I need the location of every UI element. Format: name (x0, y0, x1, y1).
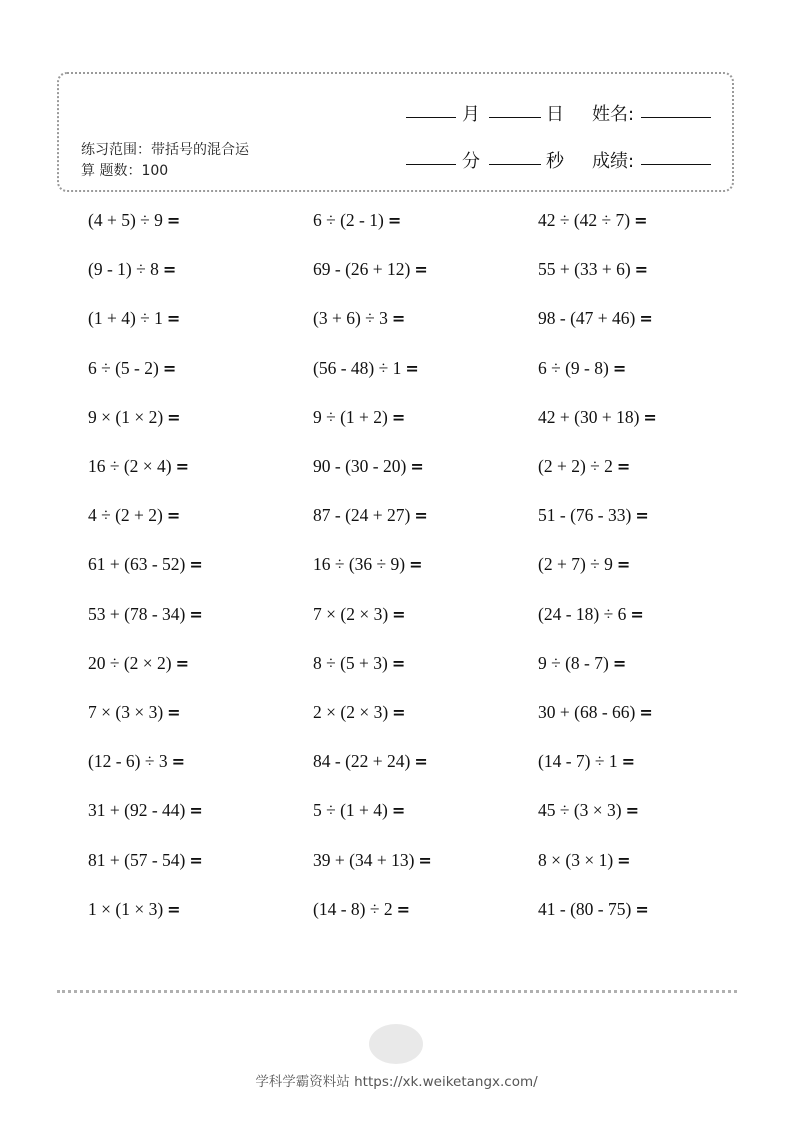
problem-item (88, 604, 203, 625)
problem-expression: 8 × (3 × 1) (538, 849, 614, 870)
equals-sign: = (634, 260, 649, 280)
problem-expression: 69 - (26 + 12) (313, 259, 411, 280)
problem-expression: 16 ÷ (2 × 4) (88, 456, 172, 476)
problem-item (88, 259, 176, 280)
problem-expression: (24 - 18) ÷ 6 (538, 603, 627, 624)
problem-item (538, 751, 635, 772)
problem-item (313, 751, 428, 772)
problem-item (538, 407, 657, 428)
problem-item (538, 210, 648, 231)
problem-item (88, 751, 185, 772)
footer-text: 学科学霸资料站 https://xk.weiketangx.com/ (255, 1074, 538, 1090)
problem-item (313, 308, 405, 329)
problem-expression: 55 + (33 + 6) (538, 259, 631, 280)
problem-item (88, 653, 189, 674)
problem-item (313, 604, 406, 625)
equals-sign: = (166, 309, 181, 329)
equals-sign: = (175, 653, 190, 673)
equals-sign: = (392, 703, 406, 722)
problem-expression: 2 × (2 × 3) (313, 702, 389, 722)
equals-sign: = (189, 801, 203, 821)
count-label: 题数：100 (99, 163, 169, 179)
equals-sign: = (635, 506, 649, 526)
problem-expression: (1 + 4) ÷ 1 (88, 308, 163, 329)
problem-expression: (14 - 8) ÷ 2 (313, 898, 393, 919)
problem-expression: 6 ÷ (9 - 8) (538, 357, 609, 378)
problem-expression: 61 + (63 - 52) (88, 554, 186, 575)
problem-item (313, 456, 424, 477)
equals-sign: = (414, 752, 428, 772)
problem-item (88, 358, 176, 379)
equals-sign: = (189, 555, 203, 575)
problem-expression: 87 - (24 + 27) (313, 505, 411, 526)
problem-item (538, 505, 649, 526)
equals-sign: = (167, 407, 181, 427)
equals-sign: = (392, 604, 406, 624)
problem-item (88, 210, 180, 231)
month-label: 月 (462, 104, 480, 125)
problem-expression: (14 - 7) ÷ 1 (538, 751, 618, 772)
problem-expression: 84 - (22 + 24) (313, 751, 411, 772)
problem-expression: 8 ÷ (5 + 3) (313, 652, 388, 673)
equals-sign: = (166, 506, 181, 526)
second-label: 秒 (546, 151, 564, 172)
name-label: 姓名: (592, 104, 635, 125)
problem-expression: 90 - (30 - 20) (313, 456, 407, 476)
equals-sign: = (175, 457, 190, 476)
problem-expression: 41 - (80 - 75) (538, 898, 632, 919)
problem-item (538, 653, 626, 674)
problem-expression: 42 ÷ (42 ÷ 7) (538, 210, 631, 230)
problem-expression: 20 ÷ (2 × 2) (88, 652, 172, 673)
range-label: 练习范围：带括号的混合运 (81, 142, 249, 158)
equals-sign: = (409, 555, 423, 575)
equals-sign: = (616, 457, 631, 476)
problem-expression: 16 ÷ (36 ÷ 9) (313, 554, 406, 575)
problem-item (538, 554, 630, 575)
equals-sign: = (635, 899, 649, 919)
problem-expression: 42 + (30 + 18) (538, 406, 640, 427)
problem-expression: 98 - (47 + 46) (538, 308, 636, 329)
equals-sign: = (391, 801, 406, 821)
problem-expression: 7 × (3 × 3) (88, 702, 164, 722)
problem-item (313, 653, 405, 674)
equals-sign: = (612, 653, 627, 673)
equals-sign: = (167, 899, 181, 919)
equals-sign: = (634, 211, 648, 230)
problem-item (313, 850, 432, 871)
problem-item (538, 702, 653, 723)
problem-expression: 9 ÷ (1 + 2) (313, 406, 388, 427)
problem-expression: (12 - 6) ÷ 3 (88, 751, 168, 772)
equals-sign: = (387, 211, 402, 230)
problem-item (538, 358, 626, 379)
problem-item (88, 899, 181, 920)
equals-sign: = (391, 407, 406, 427)
problem-expression: (3 + 6) ÷ 3 (313, 308, 388, 329)
problem-item (313, 554, 423, 575)
problem-item (88, 800, 203, 821)
equals-sign: = (162, 358, 177, 378)
problem-item (538, 850, 631, 871)
problem-expression: 45 ÷ (3 × 3) (538, 800, 622, 821)
problem-item (538, 604, 644, 625)
problem-expression: 6 ÷ (2 - 1) (313, 210, 384, 230)
problem-item (313, 800, 405, 821)
problem-item (88, 554, 203, 575)
problem-item (313, 407, 405, 428)
problem-item (88, 702, 181, 723)
problem-item (88, 850, 203, 871)
problem-expression: 9 ÷ (8 - 7) (538, 652, 609, 673)
equals-sign: = (171, 752, 185, 772)
equals-sign: = (162, 260, 177, 280)
problem-item (88, 407, 181, 428)
equals-sign: = (612, 358, 627, 378)
equals-sign: = (189, 850, 203, 870)
footer-divider (57, 990, 737, 993)
problem-expression: (2 + 2) ÷ 2 (538, 456, 613, 476)
problem-item (88, 456, 189, 477)
problem-item (313, 899, 410, 920)
equals-sign: = (166, 211, 181, 230)
equals-sign: = (630, 604, 644, 624)
problem-expression: 39 + (34 + 13) (313, 849, 415, 870)
problem-expression: (9 - 1) ÷ 8 (88, 259, 159, 280)
problem-expression: (4 + 5) ÷ 9 (88, 210, 163, 230)
equals-sign: = (396, 899, 410, 919)
equals-sign: = (418, 850, 432, 870)
problem-item (538, 899, 649, 920)
range-label-cont: 算 (81, 163, 95, 179)
problem-item (88, 505, 180, 526)
equals-sign: = (621, 752, 635, 772)
equals-sign: = (643, 407, 657, 427)
problem-item (313, 702, 406, 723)
problem-item (538, 456, 630, 477)
equals-sign: = (391, 653, 406, 673)
equals-sign: = (639, 703, 653, 722)
equals-sign: = (617, 850, 631, 870)
equals-sign: = (405, 358, 419, 378)
problem-item (538, 308, 653, 329)
score-label: 成绩: (592, 151, 635, 172)
problem-item (313, 210, 401, 231)
equals-sign: = (414, 260, 428, 280)
minute-label: 分 (462, 151, 480, 172)
problem-expression: 30 + (68 - 66) (538, 702, 636, 722)
problem-expression: 6 ÷ (5 - 2) (88, 357, 159, 378)
equals-sign: = (414, 506, 428, 526)
day-label: 日 (546, 104, 564, 125)
problem-expression: 4 ÷ (2 + 2) (88, 505, 163, 526)
problem-item (313, 259, 428, 280)
equals-sign: = (410, 457, 424, 476)
problem-item (313, 358, 419, 379)
equals-sign: = (167, 703, 181, 722)
problem-item (538, 259, 648, 280)
problem-expression: 51 - (76 - 33) (538, 505, 632, 526)
problem-expression: 53 + (78 - 34) (88, 603, 186, 624)
problem-expression: 5 ÷ (1 + 4) (313, 800, 388, 821)
problem-expression: 7 × (2 × 3) (313, 603, 389, 624)
problem-expression: (2 + 7) ÷ 9 (538, 554, 613, 575)
equals-sign: = (625, 801, 640, 821)
equals-sign: = (189, 604, 203, 624)
problem-expression: 31 + (92 - 44) (88, 800, 186, 821)
problem-expression: 81 + (57 - 54) (88, 849, 186, 870)
problem-item (538, 800, 639, 821)
problem-expression: 1 × (1 × 3) (88, 898, 164, 919)
problem-item (313, 505, 428, 526)
equals-sign: = (639, 309, 653, 329)
problem-expression: (56 - 48) ÷ 1 (313, 357, 402, 378)
equals-sign: = (391, 309, 406, 329)
problem-item (88, 308, 180, 329)
equals-sign: = (616, 555, 631, 575)
problem-expression: 9 × (1 × 2) (88, 406, 164, 427)
page-number-oval (369, 1024, 423, 1064)
